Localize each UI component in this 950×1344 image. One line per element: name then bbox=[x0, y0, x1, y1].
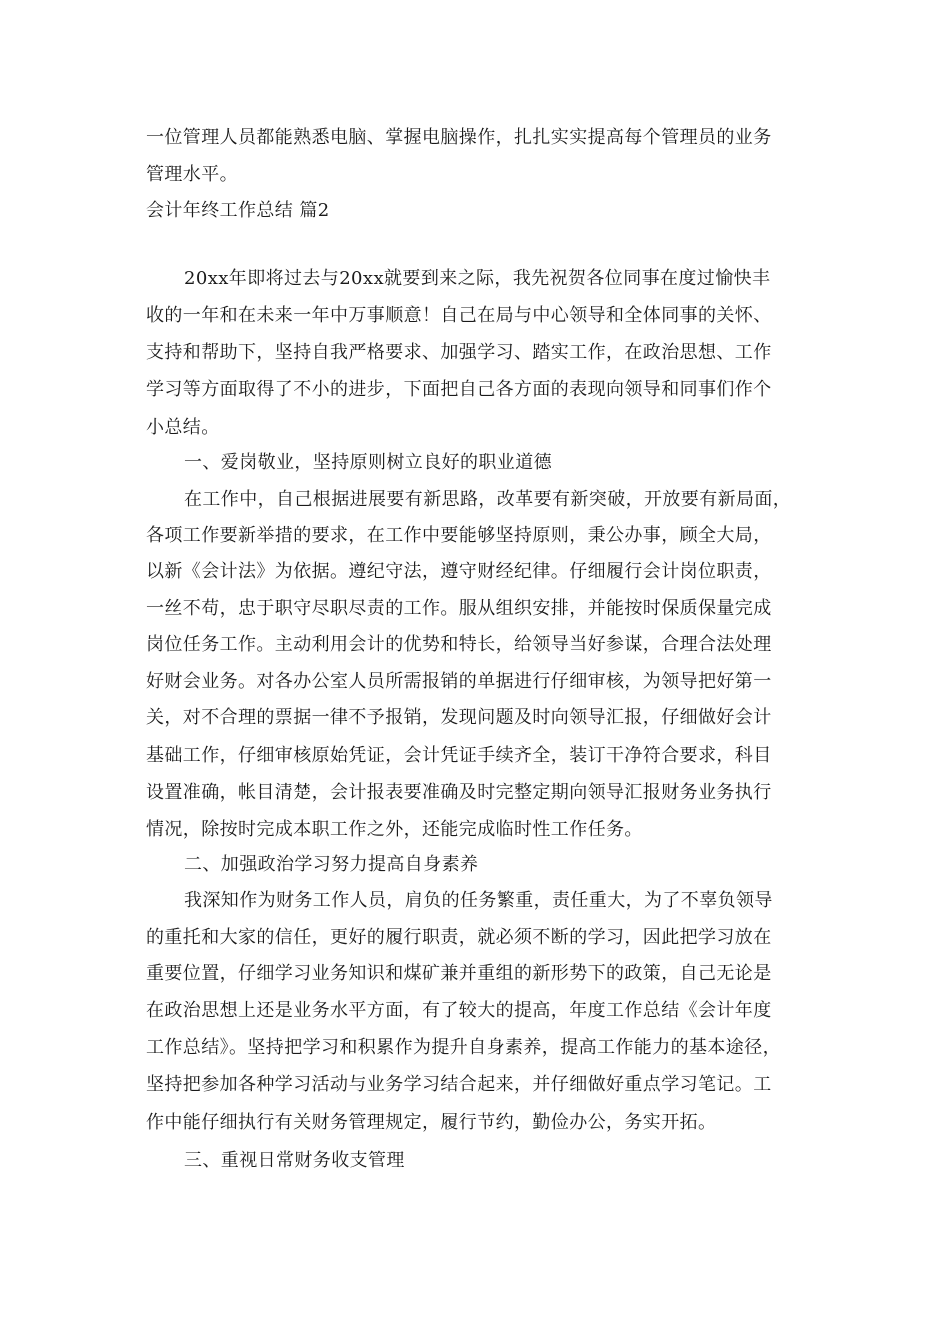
section-heading: 二、加强政治学习努力提高自身素养 bbox=[184, 854, 479, 875]
paragraph-line: 小总结。 bbox=[146, 417, 220, 438]
paragraph-line: 各项工作要新举措的要求，在工作中要能够坚持原则，秉公办事，顾全大局， bbox=[146, 525, 772, 546]
paragraph-line: 在政治思想上还是业务水平方面，有了较大的提高，年度工作总结《会计年度 bbox=[146, 1000, 772, 1021]
paragraph-line: 作中能仔细执行有关财务管理规定，履行节约，勤俭办公，务实开拓。 bbox=[146, 1112, 717, 1133]
paragraph-line: 20xx年即将过去与20xx就要到来之际，我先祝贺各位同事在度过愉快丰 bbox=[184, 268, 771, 289]
section-heading: 一、爱岗敬业，坚持原则树立良好的职业道德 bbox=[184, 452, 552, 473]
paragraph-line: 岗位任务工作。主动利用会计的优势和特长，给领导当好参谋，合理合法处理 bbox=[146, 634, 772, 655]
paragraph-line: 一丝不苟，忠于职守尽职尽责的工作。服从组织安排，并能按时保质保量完成 bbox=[146, 598, 772, 619]
paragraph-line: 一位管理人员都能熟悉电脑、掌握电脑操作，扎扎实实提高每个管理员的业务 bbox=[146, 127, 772, 148]
paragraph-line: 管理水平。 bbox=[146, 164, 238, 185]
paragraph-line: 情况，除按时完成本职工作之外，还能完成临时性工作任务。 bbox=[146, 819, 643, 840]
document-title: 会计年终工作总结 篇2 bbox=[146, 200, 330, 221]
paragraph-line: 支持和帮助下，坚持自我严格要求、加强学习、踏实工作，在政治思想、工作 bbox=[146, 342, 772, 363]
paragraph-line: 在工作中，自己根据进展要有新思路，改革要有新突破，开放要有新局面， bbox=[184, 489, 792, 510]
paragraph-line: 好财会业务。对各办公室人员所需报销的单据进行仔细审核，为领导把好第一 bbox=[146, 671, 772, 692]
paragraph-line: 收的一年和在未来一年中万事顺意！自己在局与中心领导和全体同事的关怀、 bbox=[146, 305, 772, 326]
paragraph-line: 我深知作为财务工作人员，肩负的任务繁重，责任重大，为了不辜负领导 bbox=[184, 890, 773, 911]
paragraph-line: 坚持把参加各种学习活动与业务学习结合起来，并仔细做好重点学习笔记。工 bbox=[146, 1074, 772, 1095]
paragraph-line: 工作总结》。坚持把学习和积累作为提升自身素养，提高工作能力的基本途径， bbox=[146, 1037, 781, 1058]
paragraph-line: 以新《会计法》为依据。遵纪守法，遵守财经纪律。仔细履行会计岗位职责， bbox=[146, 561, 772, 582]
paragraph-line: 基础工作，仔细审核原始凭证，会计凭证手续齐全，装订干净符合要求，科目 bbox=[146, 745, 772, 766]
paragraph-line: 学习等方面取得了不小的进步，下面把自己各方面的表现向领导和同事们作个 bbox=[146, 379, 772, 400]
paragraph-line: 的重托和大家的信任，更好的履行职责，就必须不断的学习，因此把学习放在 bbox=[146, 927, 772, 948]
paragraph-line: 关，对不合理的票据一律不予报销，发现问题及时向领导汇报，仔细做好会计 bbox=[146, 707, 772, 728]
paragraph-line: 设置准确，帐目清楚，会计报表要准确及时完整定期向领导汇报财务业务执行 bbox=[146, 782, 772, 803]
section-heading: 三、重视日常财务收支管理 bbox=[184, 1150, 405, 1171]
paragraph-line: 重要位置，仔细学习业务知识和煤矿兼并重组的新形势下的政策，自己无论是 bbox=[146, 963, 772, 984]
